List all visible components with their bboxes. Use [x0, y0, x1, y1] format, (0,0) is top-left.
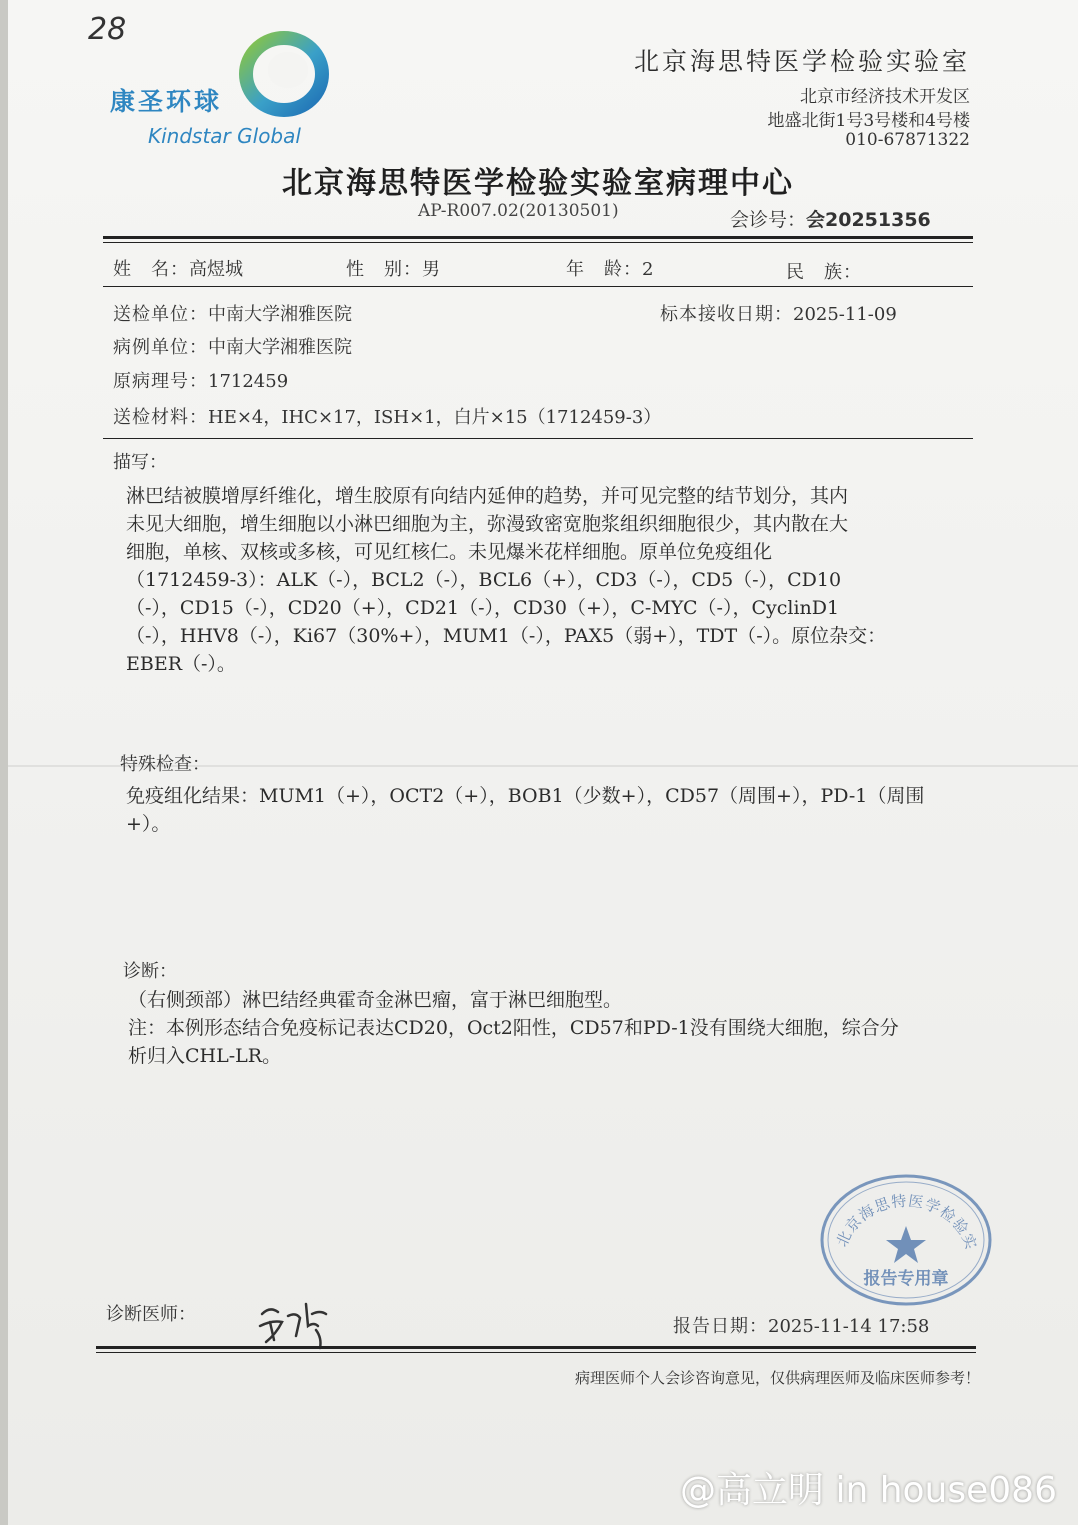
description-line: （-），CD15（-），CD20（+），CD21（-），CD30（+），C-MYC（-），CyclinD1: [126, 597, 840, 619]
description-label: 描写：: [113, 452, 167, 473]
description-line: EBER（-）。: [126, 653, 236, 675]
footer-disclaimer: 病理医师个人会诊咨询意见，仅供病理医师及临床医师参考！: [574, 1369, 980, 1387]
description-line: 淋巴结被膜增厚纤维化，增生胶原有向结内延伸的趋势，并可见完整的结节划分，其内: [126, 485, 849, 507]
svg-text:报告专用章: 报告专用章: [863, 1269, 949, 1289]
sender-unit: 送检单位：中南大学湘雅医院: [113, 304, 352, 325]
description-text: [126, 482, 1006, 678]
logo-ring-icon: [238, 30, 330, 120]
diagnosis-line: （右侧颈部）淋巴结经典霍奇金淋巴瘤，富于淋巴细胞型。: [128, 989, 623, 1011]
patient-sex: 性 别：男: [346, 259, 440, 280]
description-line: （1712459-3）：ALK（-），BCL2（-），BCL6（+），CD3（-），CD5（-），CD10: [126, 569, 842, 591]
doctor-label: 诊断医师：: [106, 1304, 196, 1325]
footer-rule-thick: [96, 1346, 976, 1349]
user-watermark: @高立明 in house086: [680, 1470, 1057, 1511]
description-line: （-），HHV8（-），Ki67（30%+），MUM1（-），PAX5（弱+），TDT（-）。原位杂交：: [126, 625, 887, 647]
official-seal-stamp: [816, 1168, 996, 1308]
seal-icon: [816, 1168, 996, 1308]
patient-rule: [103, 286, 973, 287]
consult-value: 会20251356: [806, 209, 931, 231]
header-rule-thin: [103, 242, 973, 243]
special-exam-line: 免疫组化结果：MUM1（+），OCT2（+），BOB1（少数+），CD57（周围+），PD-1（周围: [126, 785, 925, 807]
received-date: 标本接收日期：2025-11-09: [660, 304, 897, 325]
sample-rule: [103, 438, 973, 439]
special-exam-text: [126, 782, 1006, 838]
consult-label: 会诊号：: [730, 209, 807, 231]
special-exam-label: 特殊检查：: [120, 754, 210, 775]
patient-ethnicity: 民 族：: [786, 262, 862, 283]
lab-phone: 010-67871322: [845, 130, 970, 150]
patient-name: 姓 名：高煜城: [113, 259, 243, 280]
diagnosis-line: 注：本例形态结合免疫标记表达CD20，Oct2阳性，CD57和PD-1没有围绕大细胞，综合分: [128, 1017, 899, 1039]
submitted-materials: 送检材料：HE×4，IHC×17，ISH×1，白片×15（1712459-3）: [113, 407, 662, 428]
lab-name: 北京海思特医学检验实验室: [633, 47, 970, 76]
footer-rule-thin: [96, 1352, 976, 1353]
svg-text:北京海思特医学检验实验室: 北京海思特医学检验实: [832, 1191, 981, 1253]
diagnosis-text: [128, 986, 1008, 1070]
lab-address-line2: 地盛北街1号3号楼和4号楼: [767, 111, 970, 131]
diagnosis-line: 析归入CHL-LR。: [128, 1045, 282, 1067]
diagnosis-label: 诊断：: [123, 961, 177, 982]
header-rule-thick: [103, 236, 973, 239]
signature-icon: [256, 1292, 346, 1352]
patient-age: 年 龄：2: [566, 259, 654, 280]
handwritten-note: 28: [88, 12, 127, 47]
report-date: 报告日期：2025-11-14 17:58: [673, 1316, 930, 1337]
case-unit: 病例单位：中南大学湘雅医院: [113, 337, 352, 358]
report-paper: [8, 0, 1078, 1525]
consult-number: [730, 205, 931, 232]
logo-name-en: Kindstar Global: [148, 124, 301, 148]
original-pathology-number: 原病理号：1712459: [113, 371, 289, 392]
description-line: 未见大细胞，增生细胞以小淋巴细胞为主，弥漫致密宽胞浆组织细胞很少，其内散在大: [126, 513, 849, 535]
description-line: 细胞，单核、双核或多核，可见红核仁。未见爆米花样细胞。原单位免疫组化: [126, 541, 773, 563]
kindstar-logo: [108, 30, 338, 150]
logo-name-cn: 康圣环球: [110, 87, 223, 116]
lab-address-line1: 北京市经济技术开发区: [800, 87, 970, 107]
report-title: 北京海思特医学检验实验室病理中心: [282, 166, 794, 201]
special-exam-line: +）。: [126, 813, 171, 835]
form-code: AP-R007.02(20130501): [418, 201, 619, 221]
